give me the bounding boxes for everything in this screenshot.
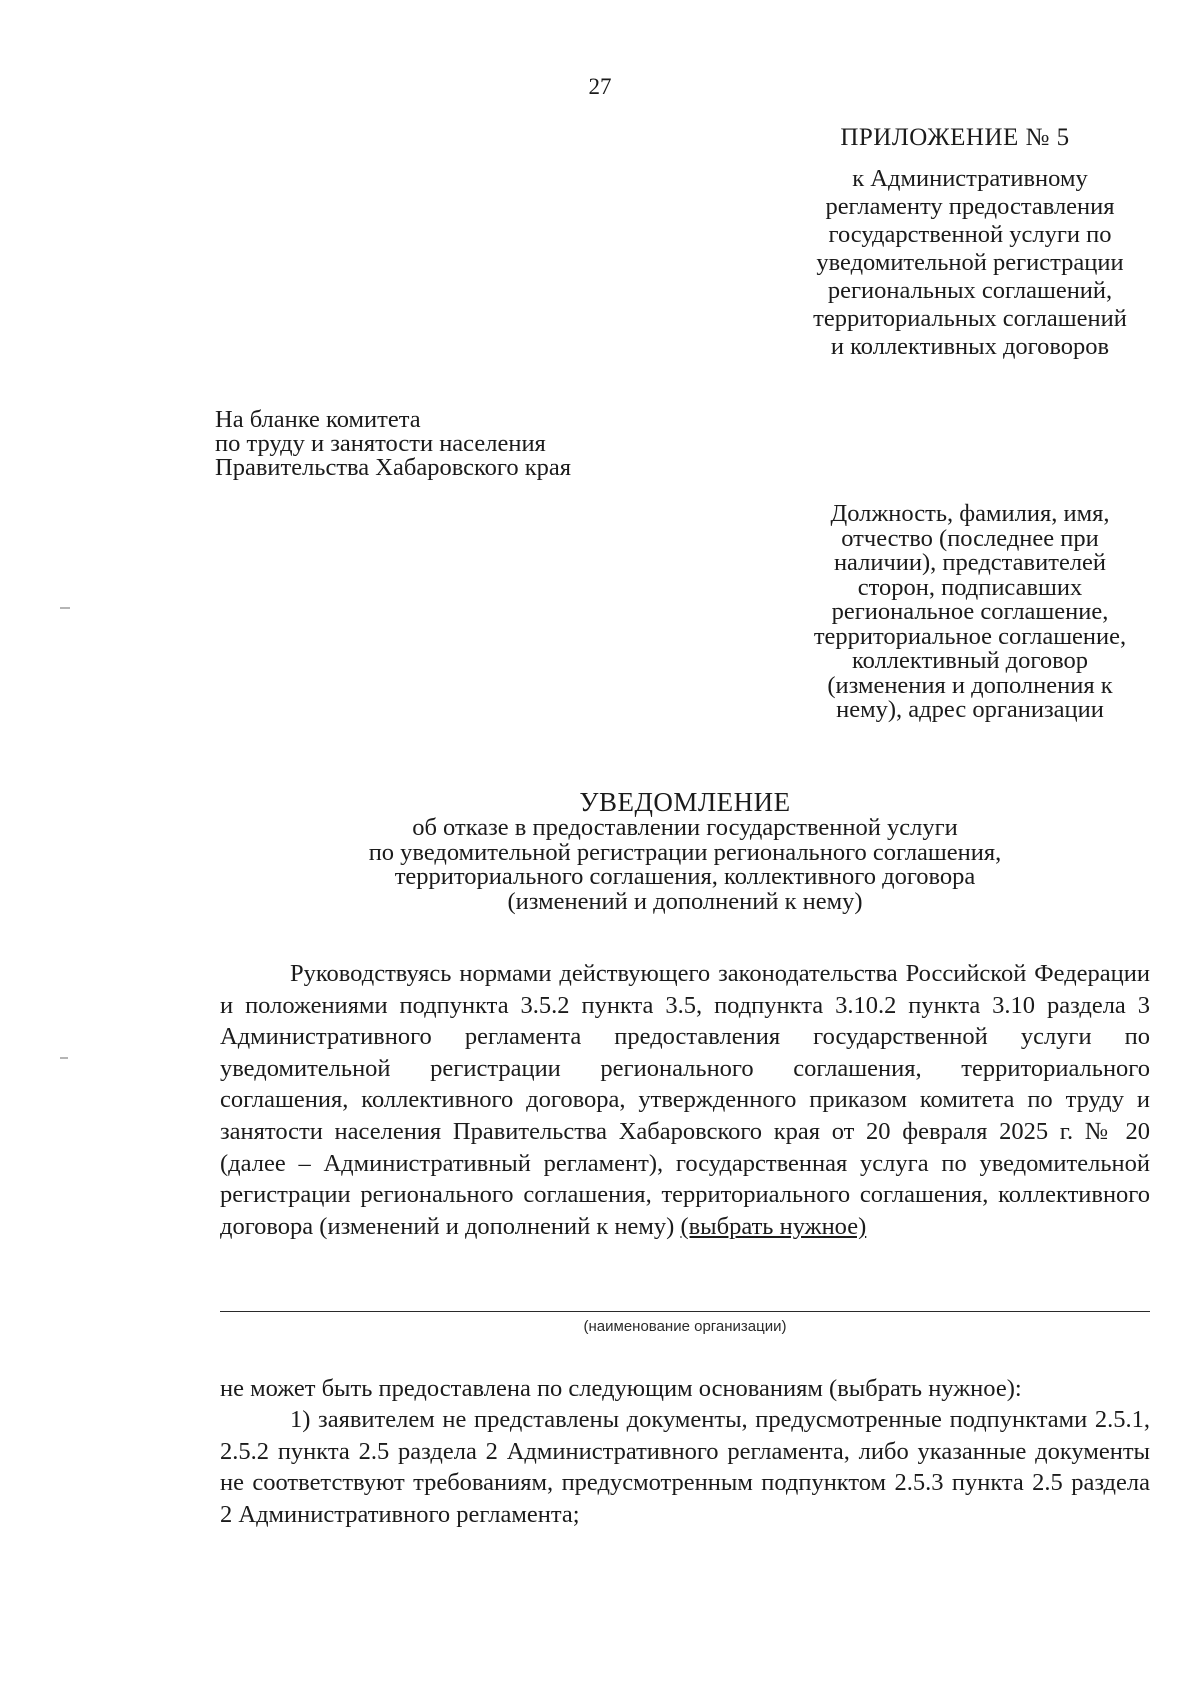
recipient-line: нему), адрес организации bbox=[836, 696, 1104, 723]
notice-subtitle-line: об отказе в предоставлении государственной услуги bbox=[412, 814, 958, 841]
recipient-line: наличии), представителей bbox=[833, 549, 1107, 576]
appendix-line: территориальных соглашений bbox=[813, 305, 1127, 332]
appendix-line: региональных соглашений, bbox=[827, 277, 1113, 304]
page-number: 27 bbox=[588, 74, 612, 99]
organization-name-line bbox=[220, 1311, 1150, 1312]
appendix-line: регламенту предоставления bbox=[825, 193, 1115, 220]
appendix-line: уведомительной регистрации bbox=[816, 249, 1124, 276]
letterhead-line: по труду и занятости населения bbox=[215, 430, 546, 457]
recipient-block bbox=[775, 502, 1165, 723]
appendix-line: и коллективных договоров bbox=[830, 333, 1110, 360]
letterhead-line: На бланке комитета bbox=[215, 406, 421, 433]
organization-name-caption: (наименование организации) bbox=[583, 1318, 787, 1335]
notice-subtitle-line: (изменений и дополнений к нему) bbox=[507, 887, 863, 915]
recipient-line: региональное соглашение, bbox=[831, 598, 1109, 625]
recipient-line: сторон, подписавших bbox=[857, 573, 1083, 601]
appendix-title: ПРИЛОЖЕНИЕ № 5 bbox=[840, 124, 1070, 151]
recipient-line: территориальное соглашение, bbox=[813, 622, 1127, 650]
letterhead-line: Правительства Хабаровского края bbox=[215, 454, 572, 481]
notice-subtitle-line: территориального соглашения, коллективного договора bbox=[394, 863, 976, 890]
recipient-line: (изменения и дополнения к bbox=[827, 671, 1113, 699]
scan-mark bbox=[60, 607, 70, 609]
notice-heading bbox=[220, 788, 1150, 914]
notice-subtitle-line: по уведомительной регистрации регионального соглашения, bbox=[368, 838, 1002, 866]
recipient-line: отчество (последнее при bbox=[841, 524, 1099, 552]
appendix-reference bbox=[770, 165, 1170, 361]
recipient-line: Должность, фамилия, имя, bbox=[830, 500, 1110, 527]
main-paragraph-text: Руководствуясь нормами действующего законодательства Российской Федерации и положениями подпункта 3.5.2 пункта 3.5, подпункта 3.10.2 пункта 3.10 раздела 3 Административного регламента предоставления государственной услуги по уведомительной регистрации регионального соглашения, территориального соглашения, коллективного договора, утвержденного приказом комитета по труду и занятости населения Правительства Хабаровского края от 20 февраля 2025 г. № 20 (далее – Административный регламент), государственная услуга по уведомительной регистрации регионального соглашения, территориального соглашения, коллективного договора (изменений и дополнений к нему) bbox=[220, 960, 1150, 1240]
appendix-line: к Административному bbox=[852, 165, 1088, 192]
refusal-grounds-intro: не может быть предоставлена по следующим основаниям (выбрать нужное): bbox=[220, 1375, 1022, 1402]
select-needed-note: (выбрать нужное) bbox=[680, 1212, 867, 1240]
main-paragraph bbox=[220, 958, 1150, 1242]
recipient-line: коллективный договор bbox=[852, 647, 1088, 674]
scan-mark bbox=[60, 1057, 68, 1059]
notice-title: УВЕДОМЛЕНИЕ bbox=[579, 787, 791, 817]
letterhead-note bbox=[215, 408, 571, 480]
refusal-ground-item: 1) заявителем не представлены документы, предусмотренные подпунктами 2.5.1, 2.5.2 пункта 2.5 раздела 2 Административного регламента, либо указанные документы не соответствуют требованиям, предусмотренным подпунктом 2.5.3 пункта 2.5 раздела 2 Административного регламента; bbox=[220, 1406, 1150, 1528]
appendix-line: государственной услуги по bbox=[828, 221, 1112, 248]
